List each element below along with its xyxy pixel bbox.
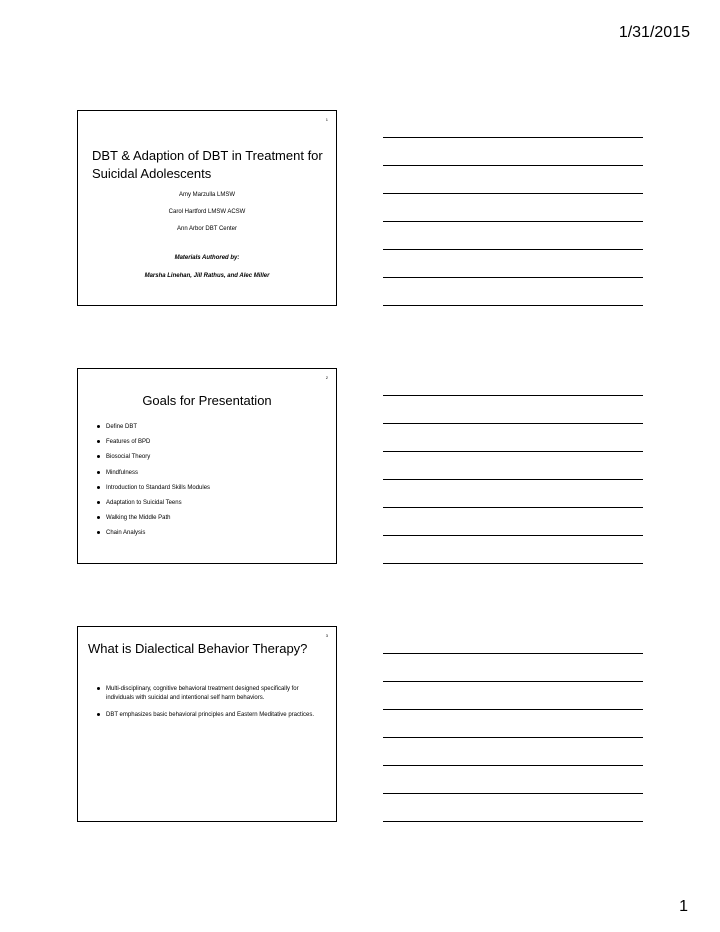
note-line: [383, 249, 643, 250]
note-line: [383, 451, 643, 452]
slide-number: 3: [325, 633, 328, 638]
note-line: [383, 535, 643, 536]
note-line: [383, 395, 643, 396]
presenter-name: Amy Marzulla LMSW: [178, 192, 235, 198]
bullet-item: Walking the Middle Path: [106, 514, 210, 529]
slide-number: 1: [325, 117, 328, 122]
note-line: [383, 821, 643, 822]
bullet-item: Chain Analysis: [106, 529, 210, 544]
authors: Marsha Linehan, Jill Rathus, and Alec Miller: [144, 273, 270, 279]
presenter-organization: Ann Arbor DBT Center: [177, 226, 237, 232]
note-line: [383, 221, 643, 222]
note-line: [383, 507, 643, 508]
note-line: [383, 793, 643, 794]
slide-number: 2: [325, 375, 328, 380]
presenter-name: Carol Hartford LMSW ACSW: [168, 209, 246, 215]
note-line: [383, 137, 643, 138]
slide-3: [77, 626, 337, 822]
note-line: [383, 165, 643, 166]
note-line: [383, 423, 643, 424]
materials-label: Materials Authored by:: [174, 255, 240, 261]
slide-title: What is Dialectical Behavior Therapy?: [88, 641, 308, 656]
page-number: 1: [679, 898, 688, 915]
note-line: [383, 681, 643, 682]
bullet-item: Features of BPD: [106, 438, 210, 453]
bullet-item: Introduction to Standard Skills Modules: [106, 484, 210, 499]
note-line: [383, 653, 643, 654]
bullet-list: [106, 423, 210, 545]
note-line: [383, 305, 643, 306]
note-line: [383, 737, 643, 738]
note-line: [383, 193, 643, 194]
bullet-item: DBT emphasizes basic behavioral principles and Eastern Meditative practices.: [106, 712, 314, 718]
note-line: [383, 765, 643, 766]
bullet-item: Mindfulness: [106, 469, 210, 484]
note-line: [383, 563, 643, 564]
bullet-item: Adaptation to Suicidal Teens: [106, 499, 210, 514]
note-line: [383, 709, 643, 710]
header-date: 1/31/2015: [618, 24, 690, 41]
bullet-item: Multi-disciplinary, cognitive behavioral treatment designed specifically for individuals with suicidal and intentional self harm behaviors.: [106, 685, 316, 703]
slide-title: Goals for Presentation: [142, 393, 272, 408]
slide-1: [77, 110, 337, 306]
bullet-item: Define DBT: [106, 423, 210, 438]
note-line: [383, 479, 643, 480]
bullet-item: Biosocial Theory: [106, 453, 210, 468]
slide-title: DBT & Adaption of DBT in Treatment for Suicidal Adolescents: [92, 148, 323, 181]
slide-2: [77, 368, 337, 564]
bullet-list: [106, 685, 316, 728]
note-line: [383, 277, 643, 278]
